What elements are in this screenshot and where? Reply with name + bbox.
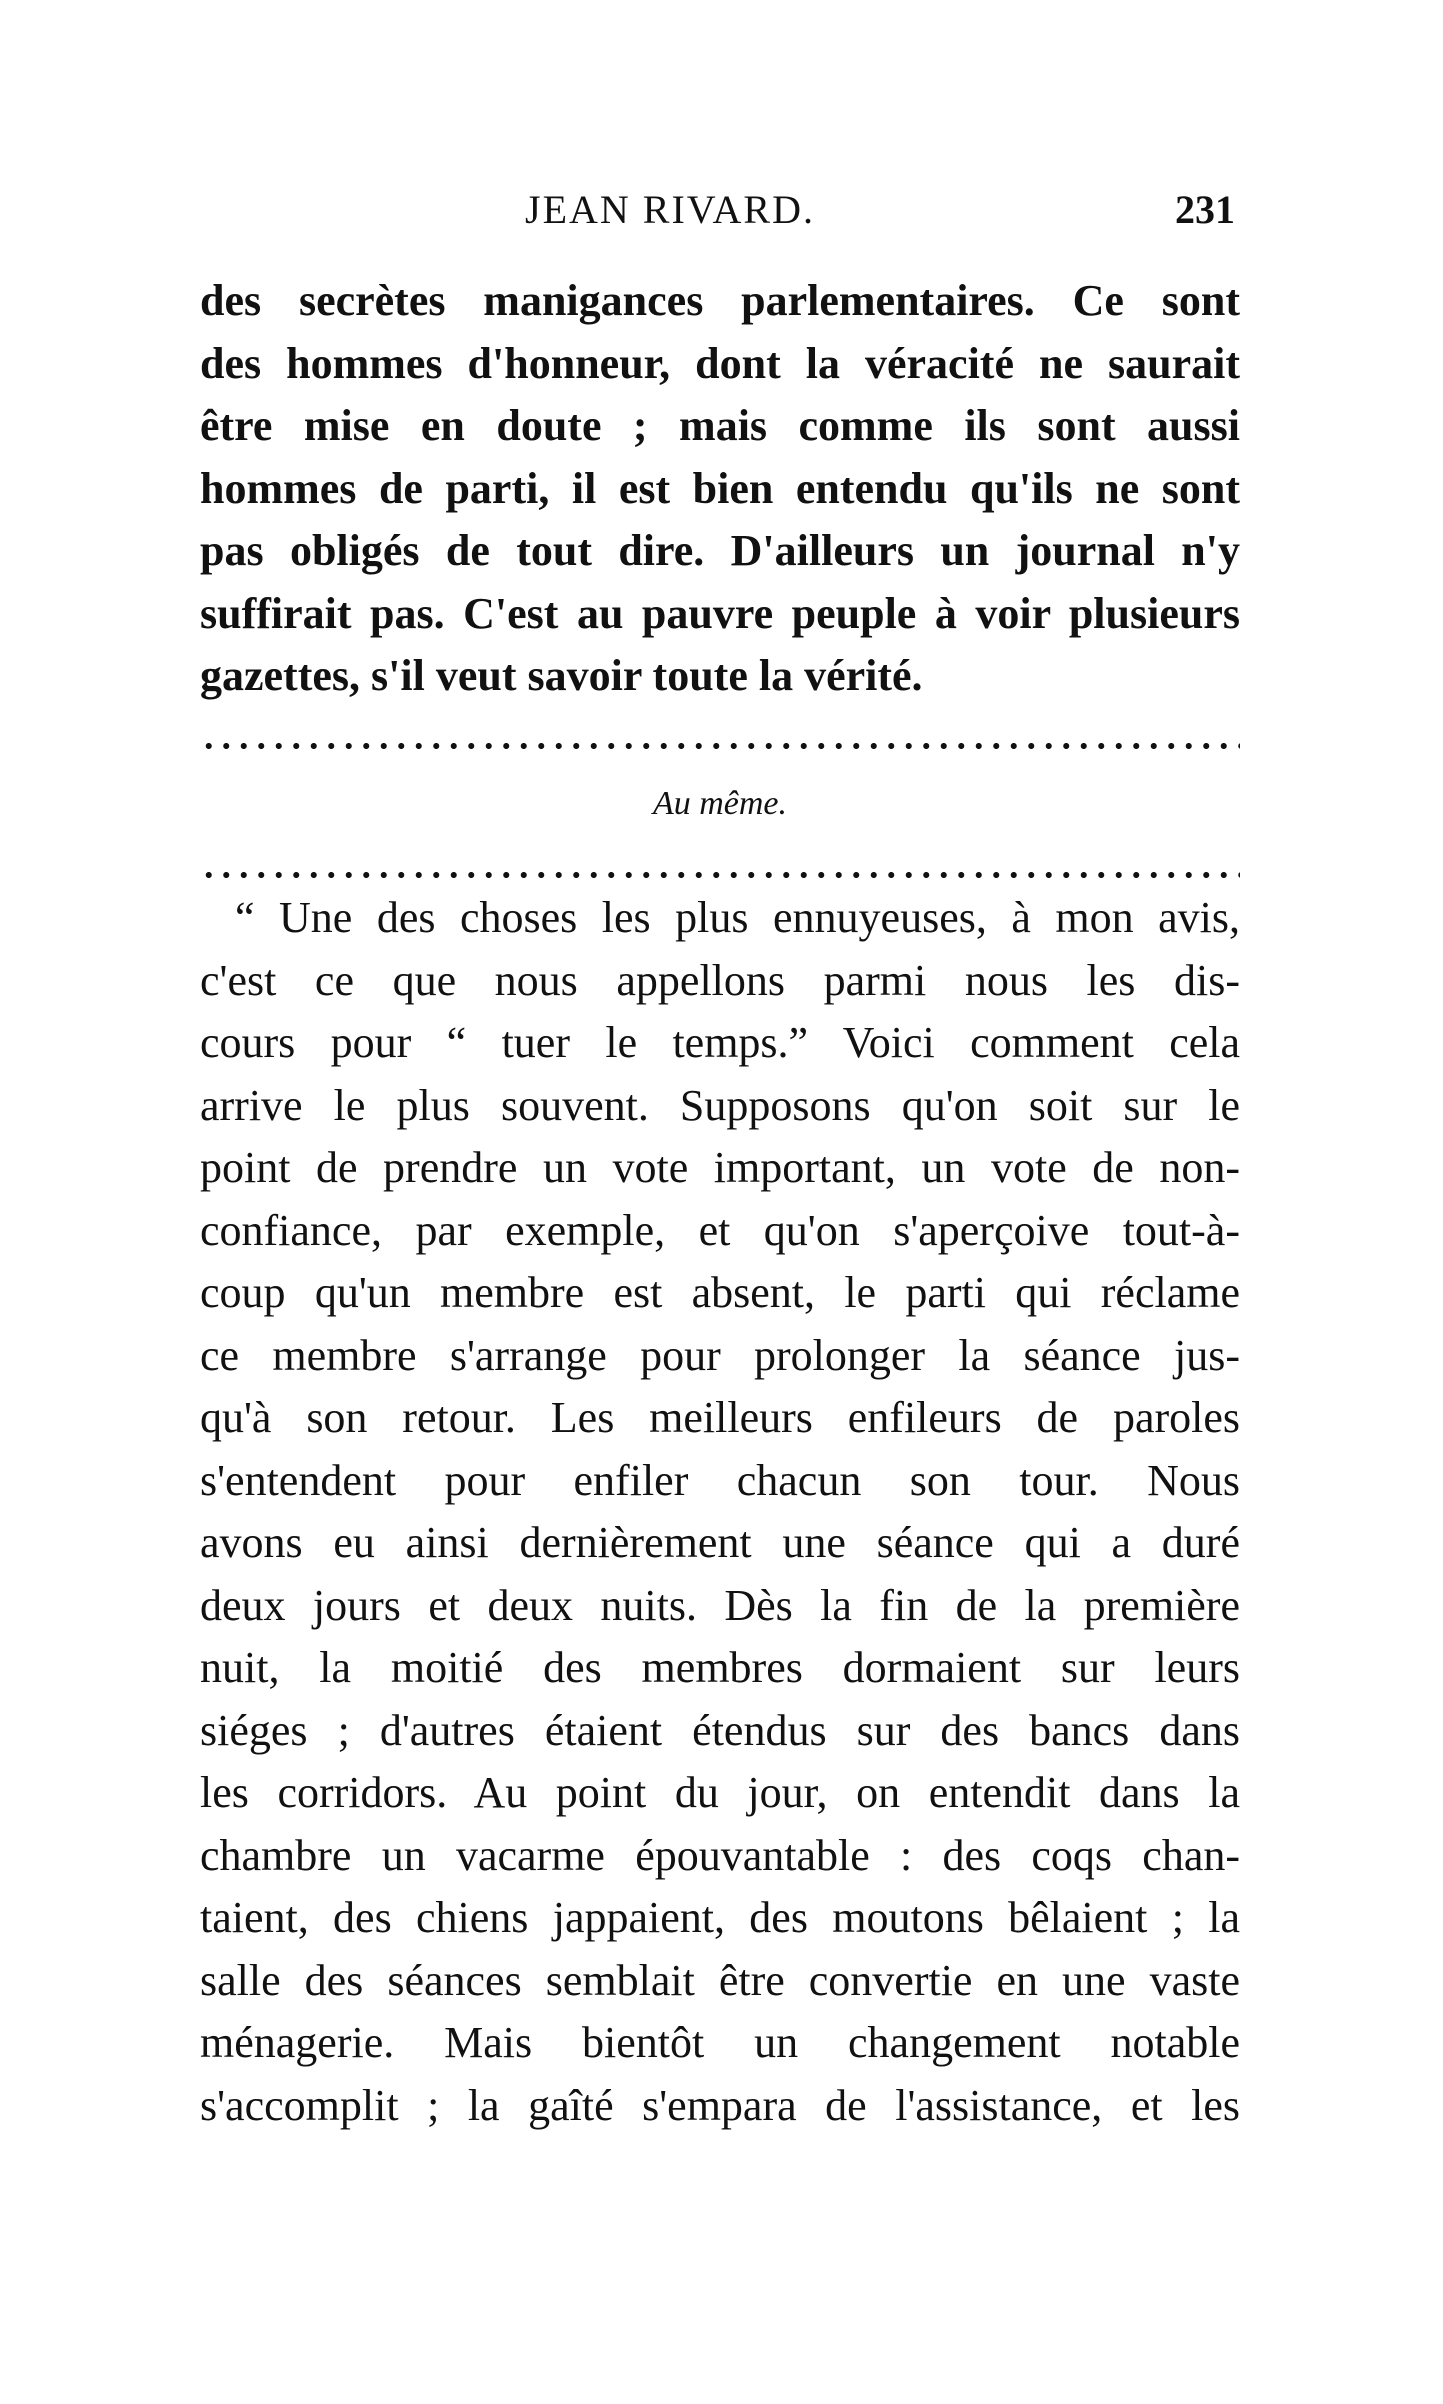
dotted-separator xyxy=(200,742,1240,750)
text-line: hommes de parti, il est bien entendu qu'ils ne sont xyxy=(200,463,1240,513)
text-line: siéges ; d'autres étaient étendus sur des bancs dans xyxy=(200,1705,1240,1755)
text-line: avons eu ainsi dernièrement une séance qui a duré xyxy=(200,1518,1240,1567)
text-line: ce membre s'arrange pour prolonger la séance jus- xyxy=(200,1330,1240,1380)
paragraph-letter xyxy=(200,887,1240,2137)
text-line: arrive le plus souvent. Supposons qu'on soit sur le xyxy=(200,1080,1240,1130)
text-line: taient, des chiens jappaient, des moutons bêlaient ; la xyxy=(200,1893,1240,1942)
paragraph-continued xyxy=(200,270,1240,708)
text-line: ménagerie. Mais bientôt un changement notable xyxy=(200,2018,1240,2067)
text-line: pas obligés de tout dire. D'ailleurs un journal n'y xyxy=(200,526,1240,575)
text-line: “ Une des choses les plus ennuyeuses, à mon avis, xyxy=(235,893,1240,942)
text-line: suffirait pas. C'est au pauvre peuple à voir plusieurs xyxy=(200,588,1240,638)
text-line: c'est ce que nous appellons parmi nous les dis- xyxy=(200,955,1240,1005)
text-line: qu'à son retour. Les meilleurs enfileurs de paroles xyxy=(200,1393,1240,1442)
text-line: confiance, par exemple, et qu'on s'aperçoive tout-à- xyxy=(200,1205,1240,1255)
text-line: chambre un vacarme épouvantable : des coqs chan- xyxy=(200,1830,1240,1880)
text-line: point de prendre un vote important, un vote de non- xyxy=(200,1143,1240,1192)
text-line: des hommes d'honneur, dont la véracité ne saurait xyxy=(200,338,1240,388)
text-line: nuit, la moitié des membres dormaient sur leurs xyxy=(200,1643,1240,1692)
text-line: cours pour “ tuer le temps.” Voici comment cela xyxy=(200,1018,1240,1067)
text-line: s'accomplit ; la gaîté s'empara de l'assistance, et les xyxy=(200,2080,1240,2130)
running-header xyxy=(205,185,1235,235)
running-title: JEAN RIVARD. xyxy=(525,187,815,232)
text-line: être mise en doute ; mais comme ils sont aussi xyxy=(200,401,1240,450)
text-line: salle des séances semblait être convertie en une vaste xyxy=(200,1955,1240,2005)
dotted-separator xyxy=(200,871,1240,879)
text-line: gazettes, s'il veut savoir toute la vérité. xyxy=(200,651,923,700)
text-line: s'entendent pour enfiler chacun son tour. Nous xyxy=(200,1455,1240,1505)
text-line: deux jours et deux nuits. Dès la fin de la première xyxy=(200,1580,1240,1630)
section-heading: Au même. xyxy=(652,785,788,822)
text-line: les corridors. Au point du jour, on entendit dans la xyxy=(200,1768,1240,1817)
text-line: coup qu'un membre est absent, le parti qui réclame xyxy=(200,1268,1240,1317)
text-line: des secrètes manigances parlementaires. Ce sont xyxy=(200,276,1240,325)
page-number: 231 xyxy=(1175,187,1235,232)
